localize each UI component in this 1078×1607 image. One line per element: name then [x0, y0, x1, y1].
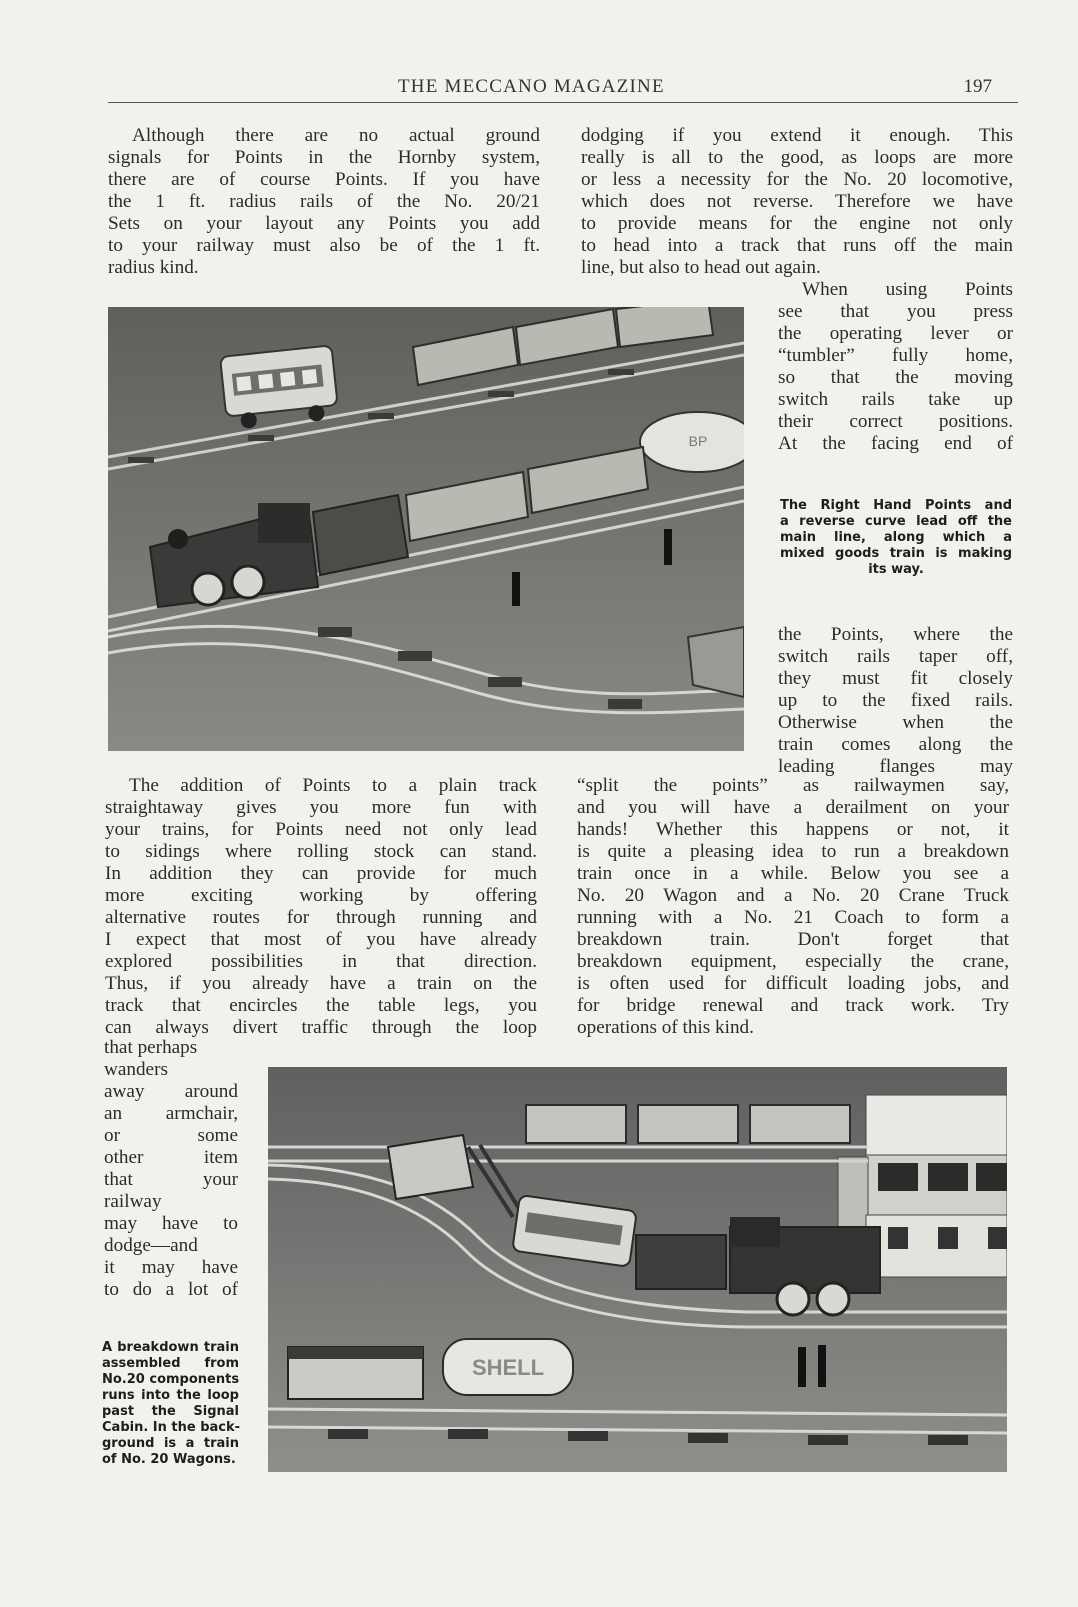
- text-line: line, but also to head out again.: [581, 257, 821, 278]
- text-line: No. 20 Wagon and a No. 20 Crane Truck: [577, 885, 1009, 906]
- text-line: running with a No. 21 Coach to form a: [577, 907, 1009, 928]
- front-wagon: [288, 1347, 423, 1399]
- photo-right-hand-points: [108, 307, 744, 751]
- text-line: “split the points” as railwaymen say,: [577, 775, 1009, 796]
- text-line: see that you press: [778, 301, 1013, 322]
- text-line: an armchair,: [104, 1103, 238, 1124]
- caption-line: Cabin. In the back-: [102, 1420, 241, 1435]
- photo-caption-points: [780, 498, 1012, 578]
- text-line: may have to: [104, 1213, 238, 1234]
- caption-line: a reverse curve lead off the: [780, 514, 1012, 529]
- breakdown-train-illustration: [268, 1067, 1007, 1472]
- text-line: is quite a pleasing idea to run a breakdown: [577, 841, 1009, 862]
- svg-text:BP: BP: [688, 433, 708, 449]
- text-line: can always divert traffic through the loop: [105, 1017, 537, 1038]
- paragraph-using-points: [778, 279, 1013, 455]
- text-line: the Points, where the: [778, 624, 1013, 645]
- text-line: breakdown equipment, especially the crane,: [577, 951, 1009, 972]
- text-line: I expect that most of you have already: [105, 929, 537, 950]
- text-line: railway: [104, 1191, 162, 1212]
- text-line: the operating lever or: [778, 323, 1013, 344]
- page-number: 197: [963, 76, 992, 97]
- text-line: that perhaps: [104, 1037, 198, 1058]
- caption-line: assembled from: [102, 1356, 239, 1371]
- text-line: hands! Whether this happens or not, it: [577, 819, 1009, 840]
- text-line: breakdown train. Don't forget that: [577, 929, 1009, 950]
- paragraph-armchair: [104, 1037, 238, 1301]
- text-line: signals for Points in the Hornby system,: [108, 147, 540, 168]
- text-line: or some: [104, 1125, 238, 1146]
- text-line: Thus, if you already have a train on the: [105, 973, 537, 994]
- text-line: up to the fixed rails.: [778, 690, 1013, 711]
- text-line: that your: [104, 1169, 238, 1190]
- text-line: In addition they can provide for much: [105, 863, 537, 884]
- photo-breakdown-train: [268, 1067, 1007, 1472]
- tender: [636, 1235, 726, 1289]
- text-line: track that encircles the table legs, you: [105, 995, 537, 1016]
- caption-line: past the Signal: [102, 1404, 239, 1419]
- caption-line: No.20 components: [102, 1372, 240, 1387]
- text-line: to head into a track that runs off the main: [581, 235, 1013, 256]
- text-line: The addition of Points to a plain track: [129, 775, 537, 796]
- text-line: leading flanges may: [778, 756, 1013, 777]
- text-line: switch rails take up: [778, 389, 1013, 410]
- text-line: is often used for difficult loading jobs, and: [577, 973, 1009, 994]
- text-line: operations of this kind.: [577, 1017, 754, 1038]
- text-line: train comes along the: [778, 734, 1013, 755]
- text-line: away around: [104, 1081, 238, 1102]
- text-line: the 1 ft. radius rails of the No. 20/21: [108, 191, 540, 212]
- text-line: When using Points: [802, 279, 1013, 300]
- text-line: or less a necessity for the No. 20 locomotive,: [581, 169, 1013, 190]
- text-line: to do a lot of: [104, 1279, 238, 1300]
- magazine-title: THE MECCANO MAGAZINE: [398, 76, 665, 97]
- text-line: train once in a while. Below you see a: [577, 863, 1009, 884]
- caption-line: mixed goods train is making: [780, 546, 1012, 561]
- text-line: to sidings where rolling stock can stand.: [105, 841, 537, 862]
- caption-line: ground is a train: [102, 1436, 239, 1451]
- photo-caption-breakdown-train: [102, 1340, 239, 1468]
- text-line: which does not reverse. Therefore we have: [581, 191, 1013, 212]
- text-line: dodge—and: [104, 1235, 198, 1256]
- text-line: At the facing end of: [778, 433, 1013, 454]
- text-line: Although there are no actual ground: [132, 125, 540, 146]
- caption-line: A breakdown train: [102, 1340, 239, 1355]
- paragraph-switch-rails: [778, 624, 1013, 778]
- text-line: to your railway must also be of the 1 ft.: [108, 235, 540, 256]
- paragraph-addition-of-points: [105, 775, 537, 1039]
- tank-wagon: [640, 412, 744, 472]
- text-line: it may have: [104, 1257, 238, 1278]
- text-line: really is all to the good, as loops are more: [581, 147, 1013, 168]
- text-line: there are of course Points. If you have: [108, 169, 540, 190]
- caption-line: main line, along which a: [780, 530, 1012, 545]
- caption-line: of No. 20 Wagons.: [102, 1452, 236, 1467]
- text-line: wanders: [104, 1059, 168, 1080]
- caption-line: The Right Hand Points and: [780, 498, 1012, 513]
- text-line: dodging if you extend it enough. This: [581, 125, 1013, 146]
- caption-line: its way.: [868, 562, 924, 577]
- text-line: they must fit closely: [778, 668, 1013, 689]
- paragraph-intro: [108, 125, 540, 279]
- text-line: other item: [104, 1147, 238, 1168]
- tank-wagon: [443, 1339, 573, 1395]
- text-line: so that the moving: [778, 367, 1013, 388]
- paragraph-loops: [581, 125, 1013, 279]
- text-line: switch rails taper off,: [778, 646, 1013, 667]
- text-line: for bridge renewal and track work. Try: [577, 995, 1009, 1016]
- text-line: Sets on your layout any Points you add: [108, 213, 540, 234]
- text-line: “tumbler” fully home,: [778, 345, 1013, 366]
- text-line: more exciting working by offering: [105, 885, 537, 906]
- text-line: their correct positions.: [778, 411, 1013, 432]
- train-layout-illustration: [108, 307, 744, 751]
- text-line: straightaway gives you more fun with: [105, 797, 537, 818]
- svg-text:SHELL: SHELL: [471, 1355, 545, 1380]
- page-header: [108, 74, 1018, 103]
- paragraph-split-the-points: [577, 775, 1009, 1039]
- text-line: your trains, for Points need not only lead: [105, 819, 537, 840]
- caption-line: runs into the loop: [102, 1388, 239, 1403]
- text-line: radius kind.: [108, 257, 199, 278]
- text-line: and you will have a derailment on your: [577, 797, 1009, 818]
- back-wagons: [526, 1105, 850, 1143]
- text-line: alternative routes for through running and: [105, 907, 537, 928]
- crane-truck-partial: [688, 627, 744, 697]
- text-line: to provide means for the engine not only: [581, 213, 1013, 234]
- text-line: Otherwise when the: [778, 712, 1013, 733]
- text-line: explored possibilities in that direction.: [105, 951, 537, 972]
